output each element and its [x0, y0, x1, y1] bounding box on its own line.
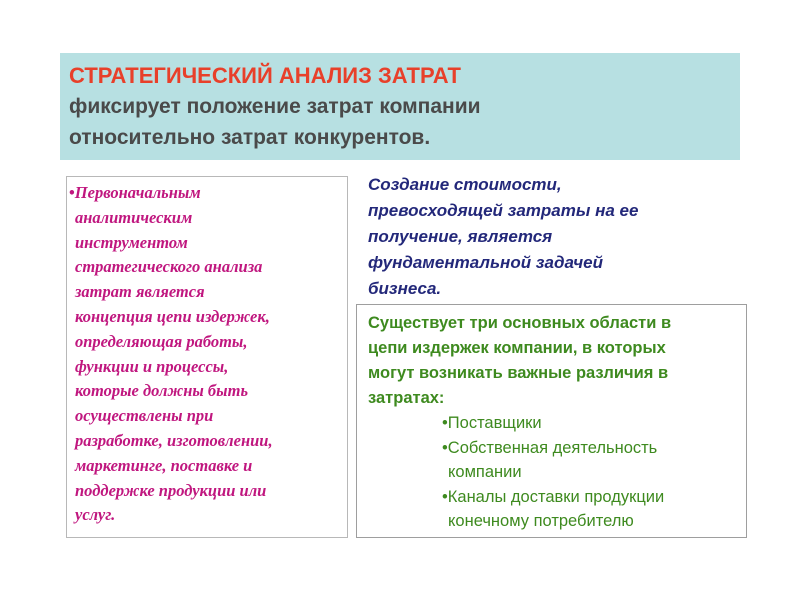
- concept-line-2: аналитическим: [75, 207, 193, 227]
- value-creation-statement: [368, 172, 748, 302]
- concept-line-text: Первоначальным: [74, 183, 201, 202]
- list-item: [442, 436, 738, 485]
- list-item-delivery-channels: •Каналы доставки продукции: [442, 487, 665, 506]
- list-item-suppliers: •Поставщики: [442, 414, 542, 432]
- concept-line-3: инструментом: [75, 232, 188, 252]
- value-line-3: получение, является: [368, 227, 553, 246]
- slide-subtitle-line-1: фиксирует положение затрат компании: [69, 95, 481, 118]
- slide-title: СТРАТЕГИЧЕСКИЙ АНАЛИЗ ЗАТРАТ: [69, 63, 461, 88]
- bullet-icon: •: [69, 183, 75, 202]
- list-item: [442, 411, 738, 436]
- value-line-2: превосходящей затраты на ее: [368, 201, 639, 220]
- cost-areas-heading-line-2: цепи издержек компании, в которых: [368, 339, 666, 357]
- cost-chain-concept-box: [66, 176, 348, 538]
- slide-subtitle-line-2: относительно затрат конкурентов.: [69, 126, 431, 149]
- cost-areas-heading-line-1: Существует три основных области в: [368, 314, 672, 332]
- header-banner: [60, 53, 740, 160]
- value-line-5: бизнеса.: [368, 279, 442, 298]
- cost-areas-heading-line-3: могут возникать важные различия в: [368, 364, 669, 382]
- concept-line-6: концепция цепи издержек,: [75, 306, 270, 326]
- concept-line-13: поддержке продукции или: [75, 480, 267, 500]
- concept-line-1: [69, 181, 341, 206]
- concept-line-9: которые должны быть: [75, 381, 248, 401]
- cost-areas-box: [356, 304, 747, 538]
- concept-line-5: затрат является: [75, 282, 205, 302]
- concept-line-8: функции и процессы,: [75, 356, 229, 376]
- concept-line-4: стратегического анализа: [75, 257, 263, 277]
- list-item-own-activity: •Собственная деятельность: [442, 438, 658, 457]
- cost-areas-heading: [368, 311, 738, 411]
- concept-line-12: маркетинге, поставке и: [75, 455, 253, 475]
- list-item: [442, 485, 738, 534]
- value-creation-text: [368, 172, 748, 302]
- list-item-own-activity-cont: компании: [448, 463, 522, 481]
- concept-line-14: услуг.: [75, 505, 116, 525]
- value-line-4: фундаментальной задачей: [368, 253, 604, 272]
- value-line-1: Создание стоимости,: [368, 175, 562, 194]
- list-item-delivery-channels-cont: конечному потребителю: [448, 512, 634, 530]
- concept-line-11: разработке, изготовлении,: [75, 430, 273, 450]
- concept-line-7: определяющая работы,: [75, 331, 248, 351]
- cost-areas-list: [368, 411, 738, 534]
- cost-chain-concept-text: [69, 181, 341, 528]
- cost-areas-heading-line-4: затратах:: [368, 389, 445, 407]
- concept-line-10: осуществлены при: [75, 406, 214, 426]
